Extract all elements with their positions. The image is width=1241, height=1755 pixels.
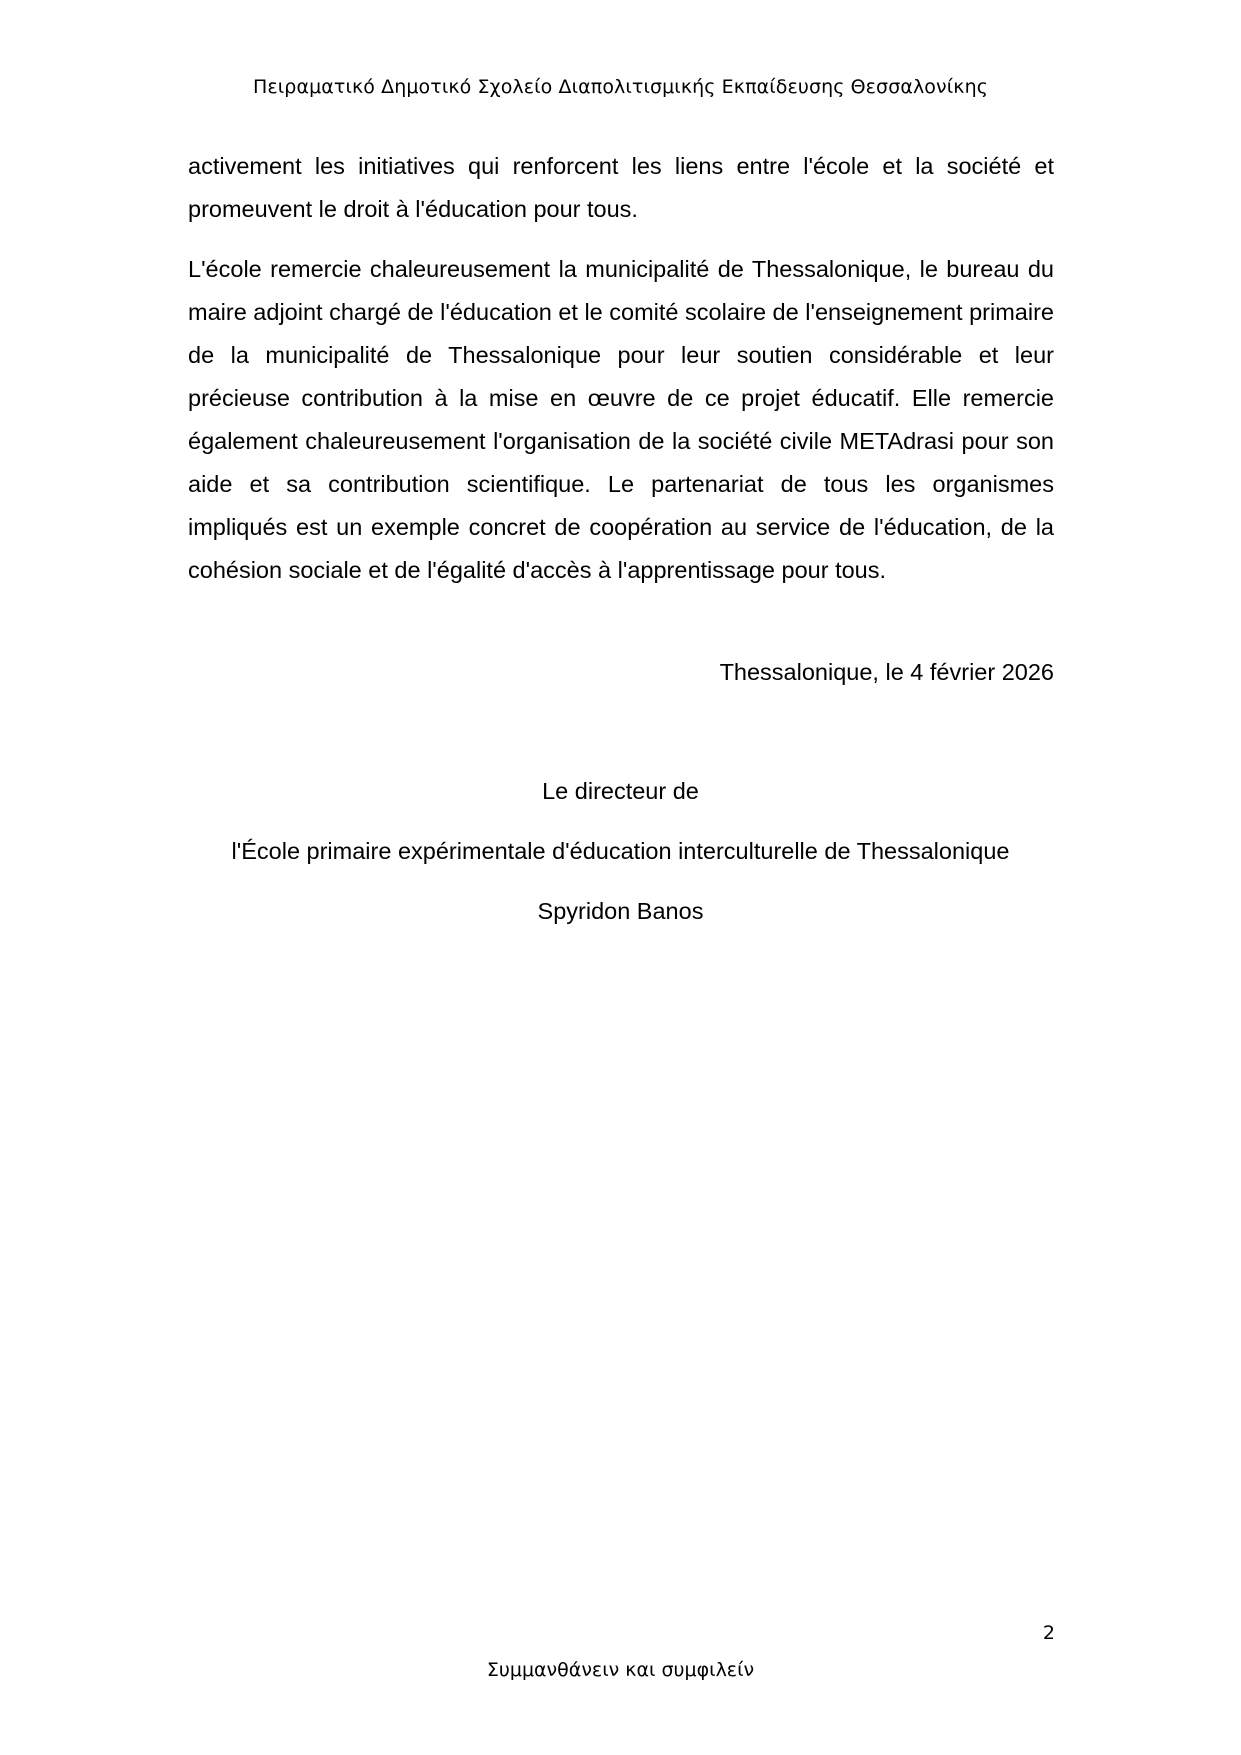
signature-title: Le directeur de (542, 778, 699, 804)
page-number: 2 (1042, 1622, 1055, 1644)
dateline: Thessalonique, le 4 février 2026 (719, 659, 1054, 685)
page-header: Πειραματικό Δημοτικό Σχολείο Διαπολιτισμικής Εκπαίδευσης Θεσσαλονίκης (253, 76, 988, 98)
body-paragraph-1: activement les initiatives qui renforcent les liens entre l'école et la société et promeuvent le droit à l'éducation pour tous. (188, 153, 1054, 222)
signature-name: Spyridon Banos (537, 898, 704, 924)
signature-school: l'École primaire expérimentale d'éducation interculturelle de Thessalonique (231, 838, 1010, 864)
page-footer: Συμμανθάνειν και συμφιλείν (486, 1659, 755, 1681)
body-paragraph-2: L'école remercie chaleureusement la municipalité de Thessalonique, le bureau du maire adjoint chargé de l'éducation et le comité scolaire de l'enseignement primaire de la municipalité de Thessalonique pour leur soutien considérable et leur précieuse contribution à la mise en œuvre de ce projet éducatif. Elle remercie également chaleureusement l'organisation de la société civile METAdrasi pour son aide et sa contribution scientifique. Le partenariat de tous les organismes impliqués est un exemple concret de coopération au service de l'éducation, de la cohésion sociale et de l'égalité d'accès à l'apprentissage pour tous. (188, 256, 1054, 583)
